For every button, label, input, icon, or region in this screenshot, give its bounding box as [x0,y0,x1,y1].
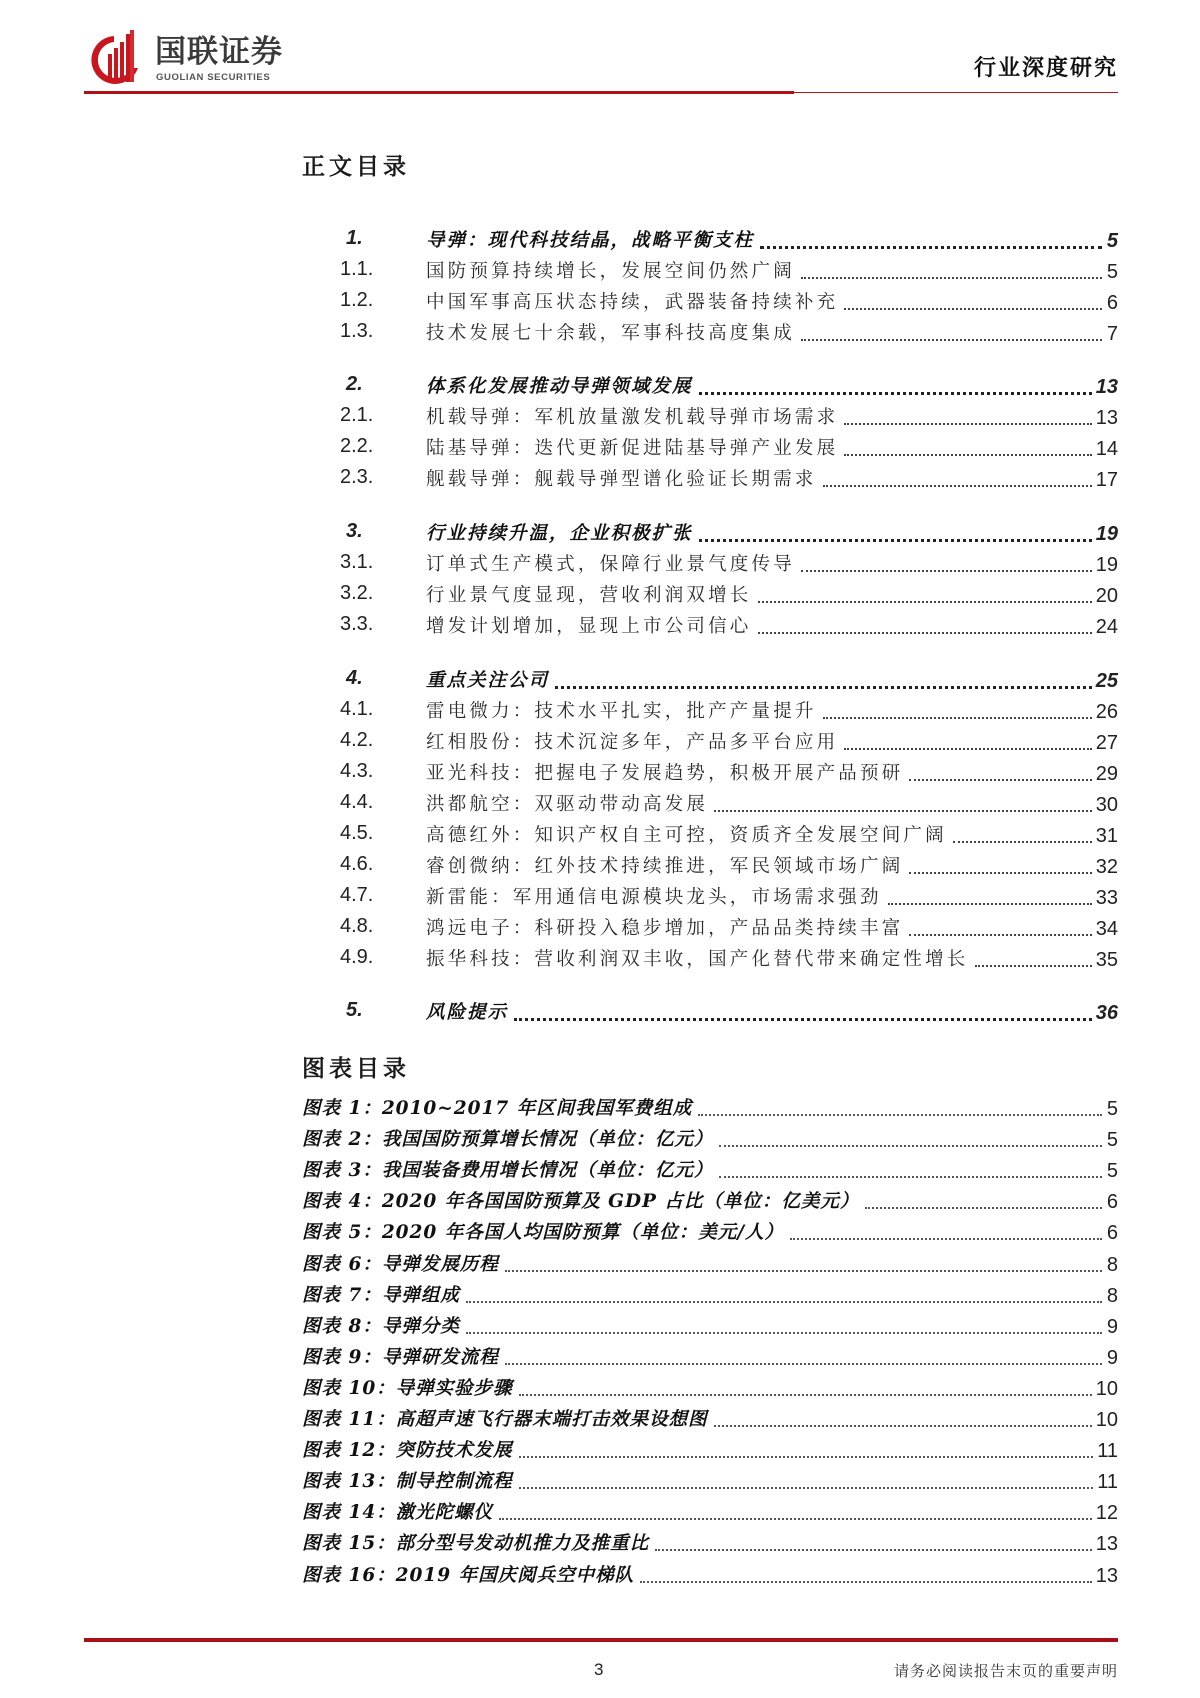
toc-entry[interactable] [0,997,1200,1027]
toc-entry-page: 27 [1095,732,1118,754]
figure-entry-page: 10 [1095,1409,1118,1431]
report-type-label: 行业深度研究 [973,55,1118,81]
dot-leader [801,338,1102,341]
toc-entry-title: 振华科技：营收利润双丰收，国产化替代带来确定性增长 [426,949,969,970]
toc-entry-page: 7 [1106,323,1118,345]
figure-entry[interactable] [0,1155,1200,1185]
page-number: 3 [594,1660,604,1679]
dot-leader [844,453,1091,456]
toc-entry[interactable] [0,820,1200,850]
figure-entry[interactable] [0,1342,1200,1372]
toc-entry-number: 1.2. [340,289,374,311]
toc-entry-title: 红相股份：技术沉淀多年，产品多平台应用 [426,732,839,753]
dot-leader [801,276,1102,279]
dot-leader [953,840,1092,843]
figure-entry-page: 10 [1095,1377,1118,1400]
figure-entry-page: 9 [1106,1315,1118,1338]
dot-leader [865,1206,1102,1209]
toc-entry-number: 2. [346,373,363,395]
toc-entry[interactable] [0,287,1200,317]
toc-entry-number: 4.8. [340,915,374,937]
figure-entry-title: 图表 5：2020 年各国人均国防预算（单位：美元/人） [302,1222,785,1244]
dot-leader [519,1486,1094,1489]
figure-entry-title: 图表 8：导弹分类 [302,1315,460,1337]
toc-entry-title: 体系化发展推动导弹领域发展 [426,376,693,397]
dot-leader [519,1393,1092,1396]
toc-entry-number: 3.3. [340,613,374,635]
dot-leader [714,1424,1092,1427]
figure-entry[interactable] [0,1373,1200,1403]
toc-entry-title: 亚光科技：把握电子发展趋势，积极开展产品预研 [426,763,904,784]
toc-title: 正文目录 [302,153,410,180]
dot-leader [640,1580,1092,1583]
toc-entry-number: 4.9. [340,946,374,968]
toc-entry-page: 5 [1106,230,1118,252]
toc-entry[interactable] [0,402,1200,432]
toc-entry-title: 雷电微力：技术水平扎实，批产产量提升 [426,701,817,722]
toc-entry-title: 风险提示 [426,1002,509,1023]
figure-entry-page: 8 [1106,1284,1118,1307]
figure-entry[interactable] [0,1404,1200,1434]
dot-leader [823,484,1092,487]
toc-entry-title: 中国军事高压状态持续，武器装备持续补充 [426,292,839,313]
toc-entry-number: 4.2. [340,729,374,751]
toc-entry[interactable] [0,665,1200,695]
disclaimer-note: 请务必阅读报告末页的重要声明 [893,1662,1118,1680]
toc-entry-page: 26 [1095,701,1118,723]
figure-entry-page: 6 [1106,1222,1118,1245]
toc-entry-number: 3.2. [340,582,374,604]
toc-entry[interactable] [0,464,1200,494]
footer-divider [84,1638,1118,1642]
toc-entry-page: 6 [1106,292,1118,314]
toc-entry-title: 增发计划增加，显现上市公司信心 [426,616,752,637]
figures-toc-title: 图表目录 [302,1055,410,1082]
toc-entry-title: 技术发展七十余载，军事科技高度集成 [426,323,795,344]
toc-entry-page: 31 [1095,825,1118,847]
toc-entry-number: 1.3. [340,320,374,342]
figure-entry[interactable] [0,1280,1200,1310]
dot-leader [714,809,1092,812]
figure-entry-title: 图表 6：导弹发展历程 [302,1253,499,1275]
toc-entry-number: 3. [346,520,363,542]
toc-entry-page: 5 [1106,261,1118,283]
dot-leader [698,1113,1102,1116]
toc-entry[interactable] [0,371,1200,401]
toc-entry-page: 25 [1095,670,1118,692]
toc-entry-page: 29 [1095,763,1118,785]
header-divider [84,91,794,94]
figure-entry[interactable] [0,1466,1200,1496]
dot-leader [844,307,1102,310]
figure-entry[interactable] [0,1217,1200,1247]
dot-leader [975,964,1092,967]
toc-entry-number: 2.1. [340,404,374,426]
toc-entry-title: 国防预算持续增长，发展空间仍然广阔 [426,261,795,282]
toc-entry-title: 订单式生产模式，保障行业景气度传导 [426,554,795,575]
figure-entry[interactable] [0,1093,1200,1123]
dot-leader [699,391,1092,395]
figure-entry-title: 图表 11：高超声速飞行器末端打击效果设想图 [302,1409,708,1430]
toc-entry-number: 1. [346,227,363,249]
toc-entry-number: 4.3. [340,760,374,782]
toc-entry-page: 33 [1095,887,1118,909]
dot-leader [466,1300,1102,1303]
toc-entry[interactable] [0,225,1200,255]
toc-entry-title: 行业持续升温，企业积极扩张 [426,523,693,544]
figure-entry[interactable] [0,1528,1200,1558]
dot-leader [505,1362,1102,1365]
figure-entry-page: 8 [1106,1253,1118,1276]
dot-leader [514,1017,1092,1021]
dot-leader [758,631,1092,634]
figure-entry[interactable] [0,1124,1200,1154]
toc-entry[interactable] [0,433,1200,463]
toc-entry[interactable] [0,882,1200,912]
toc-entry[interactable] [0,944,1200,974]
dot-leader [888,902,1092,905]
figure-entry-page: 6 [1106,1191,1118,1214]
toc-entry-page: 14 [1095,438,1118,460]
toc-entry-page: 17 [1095,469,1118,491]
toc-entry-page: 20 [1095,585,1118,607]
figure-entry[interactable] [0,1560,1200,1590]
toc-entry-title: 鸿远电子：科研投入稳步增加，产品品类持续丰富 [426,918,904,939]
toc-entry[interactable] [0,580,1200,610]
dot-leader [760,245,1102,249]
toc-entry-number: 4. [346,667,363,689]
figure-entry[interactable] [0,1186,1200,1216]
figure-entry-page: 13 [1095,1533,1118,1556]
toc-entry-page: 19 [1095,523,1118,545]
dot-leader [655,1548,1092,1551]
figure-entry-title: 图表 13：制导控制流程 [302,1471,513,1493]
dot-leader [909,871,1091,874]
page-header [0,0,1200,100]
dot-leader [699,538,1092,542]
figure-entry-title: 图表 16：2019 年国庆阅兵空中梯队 [302,1564,635,1586]
toc-entry[interactable] [0,549,1200,579]
header-divider-thin [794,92,1118,93]
toc-entry-number: 3.1. [340,551,374,573]
toc-entry[interactable] [0,913,1200,943]
toc-entry[interactable] [0,696,1200,726]
toc-entry-title: 行业景气度显现，营收利润双增长 [426,585,752,606]
figure-entry-title: 图表 1：2010~2017 年区间我国军费组成 [302,1098,693,1119]
figure-entry-title: 图表 14：激光陀螺仪 [302,1502,494,1524]
figure-entry-page: 12 [1095,1502,1118,1525]
toc-entry-title: 洪都航空：双驱动带动高发展 [426,794,709,815]
toc-entry-page: 32 [1095,856,1118,878]
brand-name-cn: 国联证券 [155,34,283,70]
figure-entry[interactable] [0,1435,1200,1465]
dot-leader [466,1331,1102,1334]
guolian-logo-icon [86,28,142,90]
figure-entry-page: 13 [1095,1564,1118,1587]
toc-entry-number: 2.2. [340,435,374,457]
toc-entry-page: 35 [1095,949,1118,971]
toc-entry[interactable] [0,318,1200,348]
brand-name-en: GUOLIAN SECURITIES [156,72,271,83]
toc-entry[interactable] [0,518,1200,548]
figure-entry-page: 11 [1097,1471,1118,1494]
toc-entry-number: 2.3. [340,466,374,488]
toc-entry-page: 36 [1095,1002,1118,1024]
toc-entry-page: 30 [1095,794,1118,816]
toc-entry[interactable] [0,727,1200,757]
toc-entry-number: 4.4. [340,791,374,813]
dot-leader [499,1517,1092,1520]
toc-entry-number: 4.1. [340,698,374,720]
dot-leader [844,747,1091,750]
toc-entry[interactable] [0,611,1200,641]
toc-entry-title: 导弹：现代科技结晶，战略平衡支柱 [426,230,755,251]
dot-leader [909,933,1091,936]
toc-entry[interactable] [0,789,1200,819]
toc-entry-title: 机载导弹：军机放量激发机载导弹市场需求 [426,407,839,428]
dot-leader [823,716,1092,719]
figure-entry-title: 图表 7：导弹组成 [302,1284,460,1306]
figure-entry-title: 图表 2：我国国防预算增长情况（单位：亿元） [302,1129,714,1151]
figure-entry[interactable] [0,1249,1200,1279]
dot-leader [844,422,1091,425]
toc-entry-page: 19 [1095,554,1118,576]
dot-leader [801,569,1092,572]
figure-entry-title: 图表 15：部分型号发动机推力及推重比 [302,1533,650,1555]
toc-entry-page: 34 [1095,918,1118,940]
figure-entry-page: 5 [1106,1129,1118,1152]
toc-entry-number: 1.1. [340,258,374,280]
toc-entry-number: 4.5. [340,822,374,844]
figure-entry-page: 5 [1106,1160,1118,1183]
dot-leader [555,685,1092,689]
toc-entry[interactable] [0,851,1200,881]
dot-leader [758,600,1092,603]
toc-entry-number: 5. [346,999,363,1021]
toc-entry-title: 高德红外：知识产权自主可控，资质齐全发展空间广阔 [426,825,947,846]
figure-entry-page: 5 [1106,1098,1118,1120]
figure-entry-title: 图表 10：导弹实验步骤 [302,1377,513,1399]
figure-entry-title: 图表 3：我国装备费用增长情况（单位：亿元） [302,1160,714,1182]
toc-entry[interactable] [0,758,1200,788]
toc-entry[interactable] [0,256,1200,286]
figure-entry[interactable] [0,1497,1200,1527]
toc-entry-title: 睿创微纳：红外技术持续推进，军民领域市场广阔 [426,856,904,877]
toc-entry-title: 重点关注公司 [426,670,550,691]
dot-leader [909,778,1091,781]
dot-leader [790,1237,1102,1240]
toc-entry-title: 舰载导弹：舰载导弹型谱化验证长期需求 [426,469,817,490]
dot-leader [719,1175,1102,1178]
toc-entry-number: 4.7. [340,884,374,906]
toc-entry-title: 新雷能：军用通信电源模块龙头，市场需求强劲 [426,887,882,908]
figure-entry-title: 图表 12：突防技术发展 [302,1440,513,1462]
figure-entry[interactable] [0,1311,1200,1341]
figure-entry-page: 11 [1097,1440,1118,1463]
figure-entry-page: 9 [1106,1346,1118,1369]
figure-entry-title: 图表 4：2020 年各国国防预算及 GDP 占比（单位：亿美元） [302,1191,860,1213]
dot-leader [719,1144,1102,1147]
toc-entry-page: 13 [1095,376,1118,398]
toc-entry-page: 13 [1095,407,1118,429]
toc-entry-number: 4.6. [340,853,374,875]
toc-entry-title: 陆基导弹：迭代更新促进陆基导弹产业发展 [426,438,839,459]
dot-leader [519,1455,1094,1458]
dot-leader [505,1269,1102,1272]
toc-entry-page: 24 [1095,616,1118,638]
figure-entry-title: 图表 9：导弹研发流程 [302,1346,499,1368]
